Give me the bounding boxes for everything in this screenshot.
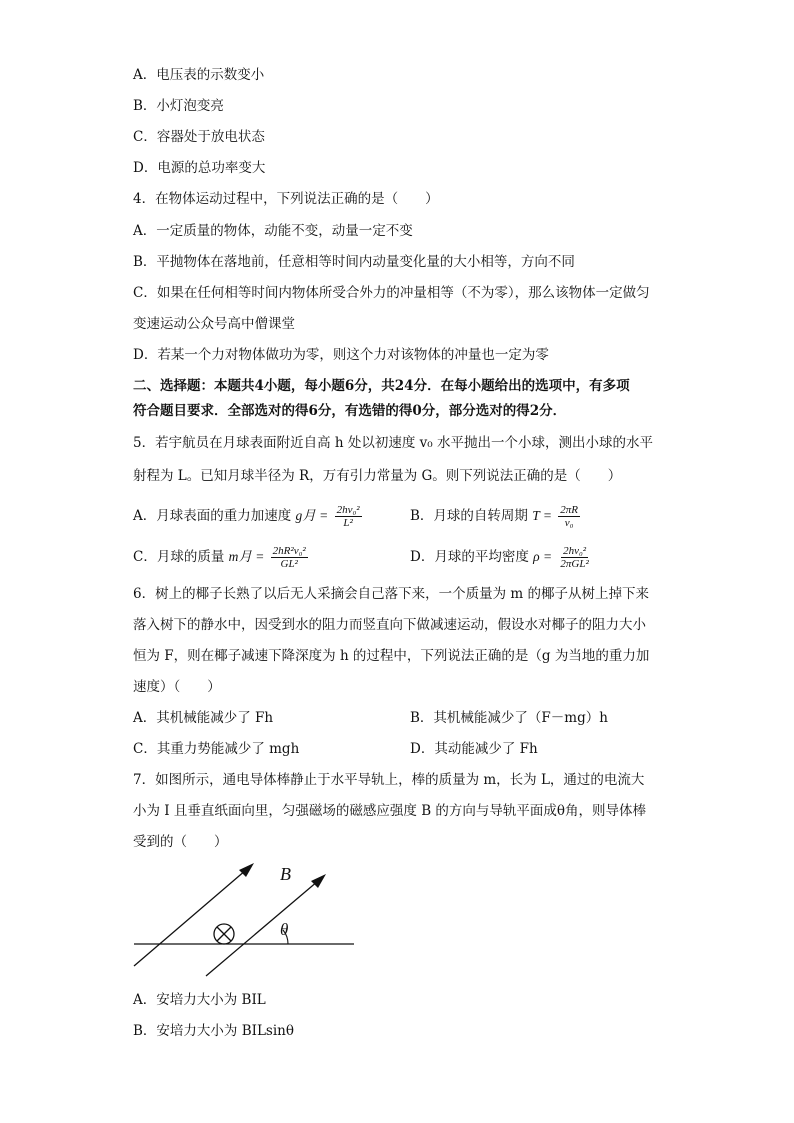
q6-option-d: D．其动能减少了 Fh (410, 741, 538, 757)
q5-option-a-fraction (335, 504, 362, 529)
q7-figure (128, 858, 368, 978)
q6-option-c: C．其重力势能减少了 mgh (133, 741, 300, 757)
q5-option-a-numerator: 2hv₀² (336, 504, 360, 516)
q4-option-c-line2: 变速运动公众号高中僧课堂 (133, 316, 295, 332)
q5-option-c (133, 545, 308, 570)
q5-option-b-label: B．月球的自转周期 (410, 508, 528, 524)
q4-option-d: D．若某一个力对物体做功为零，则这个力对该物体的冲量也一定为零 (133, 347, 549, 363)
q5-option-d (410, 545, 591, 570)
field-line-1 (134, 870, 246, 966)
q5-option-d-denominator: 2πGL² (560, 558, 589, 570)
q5-option-b-lhs: T = (532, 508, 552, 523)
q5-option-a-denominator: L² (343, 517, 353, 529)
q3-option-a: A．电压表的示数变小 (133, 67, 265, 83)
q5-option-d-numerator: 2hv₀² (563, 545, 587, 557)
q5-option-d-fraction (558, 545, 590, 570)
q5-option-c-lhs: m月 = (228, 549, 265, 564)
angle-label-theta: θ (280, 920, 289, 939)
q7-stem-line1: 7．如图所示，通电导体棒静止于水平导轨上，棒的质量为 m，长为 L，通过的电流大 (133, 772, 645, 788)
q5-option-a-label: A．月球表面的重力加速度 (133, 508, 292, 524)
field-label-B: B (280, 864, 291, 884)
q5-stem-line1: 5．若宇航员在月球表面附近自高 h 处以初速度 v₀ 水平抛出一个小球，测出小球的水平 (133, 435, 653, 451)
q5-option-b-denominator: v₀ (564, 517, 574, 529)
q4-option-b: B．平抛物体在落地前，任意相等时间内动量变化量的大小相等，方向不同 (133, 254, 575, 270)
q5-option-d-label: D．月球的平均密度 (410, 549, 529, 565)
section2-heading-line1: 二、选择题：本题共4小题，每小题6分，共24分．在每小题给出的选项中，有多项 (133, 378, 630, 394)
q5-option-c-numerator: 2hR²v₀² (272, 545, 306, 557)
q5-option-c-denominator: GL² (280, 558, 298, 570)
q5-option-c-fraction (271, 545, 308, 570)
q5-option-a (133, 504, 362, 529)
q7-option-b: B．安培力大小为 BILsinθ (133, 1023, 294, 1039)
field-line-2-arrowhead (311, 874, 326, 888)
q5-option-d-lhs: ρ = (533, 549, 553, 564)
q5-option-c-label: C．月球的质量 (133, 549, 225, 565)
q4-stem: 4．在物体运动过程中，下列说法正确的是（ ） (133, 191, 439, 207)
field-line-2 (206, 881, 318, 976)
q7-stem-line3: 受到的（ ） (133, 834, 228, 850)
q4-option-a: A．一定质量的物体，动能不变，动量一定不变 (133, 223, 413, 239)
q3-option-d: D．电源的总功率变大 (133, 160, 266, 176)
q6-stem-line2: 落入树下的静水中，因受到水的阻力而竖直向下做减速运动，假设水对椰子的阻力大小 (133, 617, 646, 633)
q6-option-b: B．其机械能减少了（F－mg）h (410, 710, 608, 726)
q5-option-b-numerator: 2πR (560, 504, 578, 516)
q5-option-b-fraction (558, 504, 580, 529)
q6-option-a: A．其机械能减少了 Fh (133, 710, 274, 726)
q6-stem-line4: 速度）（ ） (133, 679, 221, 695)
q6-stem-line3: 恒为 F，则在椰子减速下降深度为 h 的过程中，下列说法正确的是（g 为当地的重力加 (133, 648, 650, 664)
section2-heading-line2: 符合题目要求．全部选对的得6分，有选错的得0分，部分选对的得2分． (133, 403, 567, 419)
q5-option-a-lhs: g月 = (295, 508, 329, 523)
q5-stem-line2: 射程为 L。已知月球半径为 R，万有引力常量为 G。则下列说法正确的是（ ） (133, 468, 622, 484)
q6-stem-line1: 6．树上的椰子长熟了以后无人采摘会自己落下来，一个质量为 m 的椰子从树上掉下来 (133, 586, 649, 602)
q3-option-b: B．小灯泡变亮 (133, 98, 224, 114)
q5-option-b (410, 504, 580, 529)
q7-stem-line2: 小为 I 且垂直纸面向里，匀强磁场的磁感应强度 B 的方向与导轨平面成θ角，则导体棒 (133, 803, 647, 819)
q7-option-a: A．安培力大小为 BIL (133, 992, 266, 1008)
q3-option-c: C．容器处于放电状态 (133, 129, 265, 145)
q4-option-c-line1: C．如果在任何相等时间内物体所受合外力的冲量相等（不为零），那么该物体一定做匀 (133, 285, 650, 301)
